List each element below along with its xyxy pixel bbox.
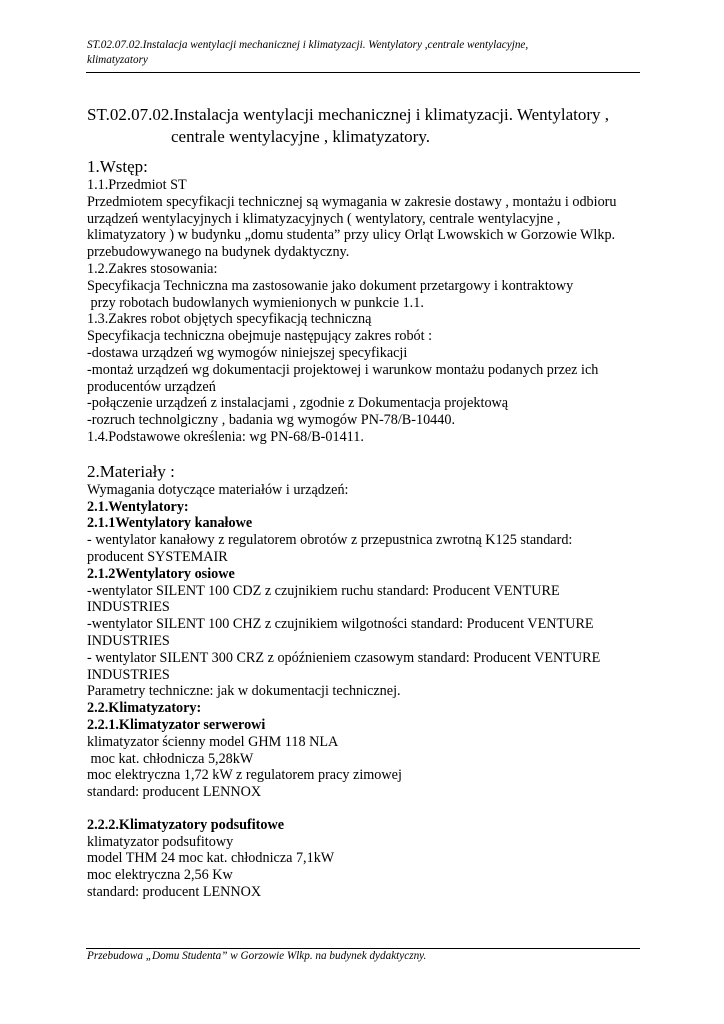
spacer [87, 801, 647, 817]
header-divider [86, 72, 640, 73]
text-line: moc kat. chłodnicza 5,28kW [87, 750, 254, 767]
page-footer: Przebudowa „Domu Studenta” w Gorzowie Wlkp. na budynek dydaktyczny. [87, 950, 427, 962]
document-title [87, 104, 647, 148]
text-line: INDUSTRIES [87, 599, 170, 616]
section-heading: 2.Materiały : [87, 461, 175, 481]
title-line: ST.02.07.02.Instalacja wentylacji mechanicznej i klimatyzacji. Wentylatory , [87, 105, 609, 124]
text-line: Wymagania dotyczące materiałów i urządzeń: [87, 481, 349, 498]
text-line: standard: producent LENNOX [87, 884, 262, 901]
header-line: ST.02.07.02.Instalacja wentylacji mechanicznej i klimatyzacji. Wentylatory ,centrale wentylacyjne, [87, 39, 529, 51]
text-line: INDUSTRIES [87, 632, 170, 649]
text-line: model THM 24 moc kat. chłodnicza 7,1kW [87, 850, 335, 867]
text-line: -rozruch technolgiczny , badania wg wymogów PN-78/B-10440. [87, 412, 456, 429]
text-line: urządzeń wentylacyjnych i klimatyzacyjnych ( wentylatory, centrale wentylacyjne , [87, 210, 561, 227]
text-line: Specyfikacja techniczna obejmuje następujący zakres robót : [87, 328, 433, 345]
text-line: klimatyzator ścienny model GHM 118 NLA [87, 733, 339, 750]
header-line: klimatyzatory [87, 54, 148, 66]
text-line: przy robotach budowlanych wymienionych w punkcie 1.1. [87, 294, 424, 311]
text-line: klimatyzator podsufitowy [87, 833, 234, 850]
text-line: Specyfikacja Techniczna ma zastosowanie jako dokument przetargowy i kontraktowy [87, 277, 574, 294]
text-line: 1.4.Podstawowe określenia: wg PN-68/B-01411. [87, 428, 364, 445]
text-line: -montaż urządzeń wg dokumentacji projektowej i warunkow montażu podanych przez ich [87, 361, 599, 378]
text-line: przebudowywanego na budynek dydaktyczny. [87, 244, 350, 261]
subsection-heading: 2.1.Wentylatory: [87, 498, 189, 515]
text-line: 1.1.Przedmiot ST [87, 177, 187, 193]
text-line: -dostawa urządzeń wg wymogów niniejszej specyfikacji [87, 344, 408, 361]
text-line: moc elektryczna 1,72 kW z regulatorem pracy zimowej [87, 767, 402, 784]
spacer [87, 446, 647, 462]
subsection-heading: 2.1.1Wentylatory kanałowe [87, 515, 253, 532]
text-line: 1.3.Zakres robot objętych specyfikacją techniczną [87, 311, 372, 328]
text-line: standard: producent LENNOX [87, 784, 262, 801]
subsection-heading: 2.2.Klimatyzatory: [87, 700, 202, 717]
text-line: producentów urządzeń [87, 378, 216, 395]
text-line: Parametry techniczne: jak w dokumentacji technicznej. [87, 683, 401, 700]
text-line: -połączenie urządzeń z instalacjami , zgodnie z Dokumentacja projektową [87, 395, 509, 412]
subsection-heading: 2.2.1.Klimatyzator serwerowi [87, 716, 266, 733]
text-line: producent SYSTEMAIR [87, 548, 228, 565]
text-line: klimatyzatory ) w budynku „domu studenta” przy ulicy Orląt Lwowskich w Gorzowie Wlkp. [87, 227, 616, 244]
text-line: -wentylator SILENT 100 CDZ z czujnikiem ruchu standard: Producent VENTURE [87, 582, 560, 599]
subsection-heading: 2.1.2Wentylatory osiowe [87, 565, 235, 582]
text-line: INDUSTRIES [87, 666, 170, 683]
text-line: moc elektryczna 2,56 Kw [87, 867, 233, 884]
section-1-body [87, 177, 647, 446]
text-line: Przedmiotem specyfikacji technicznej są wymagania w zakresie dostawy , montażu i odbioru [87, 193, 617, 210]
text-line: - wentylator SILENT 300 CRZ z opóźnieniem czasowym standard: Producent VENTURE [87, 649, 601, 666]
document-body [87, 157, 647, 901]
text-line: -wentylator SILENT 100 CHZ z czujnikiem wilgotności standard: Producent VENTURE [87, 616, 594, 633]
text-line: 1.2.Zakres stosowania: [87, 260, 218, 277]
footer-divider [86, 948, 640, 949]
text-line: - wentylator kanałowy z regulatorem obrotów z przepustnica zwrotną K125 standard: [87, 532, 573, 549]
subsection-heading: 2.2.2.Klimatyzatory podsufitowe [87, 816, 285, 833]
title-line: centrale wentylacyjne , klimatyzatory. [171, 127, 430, 146]
page-header [87, 38, 637, 68]
section-heading: 1.Wstęp: [87, 157, 148, 176]
